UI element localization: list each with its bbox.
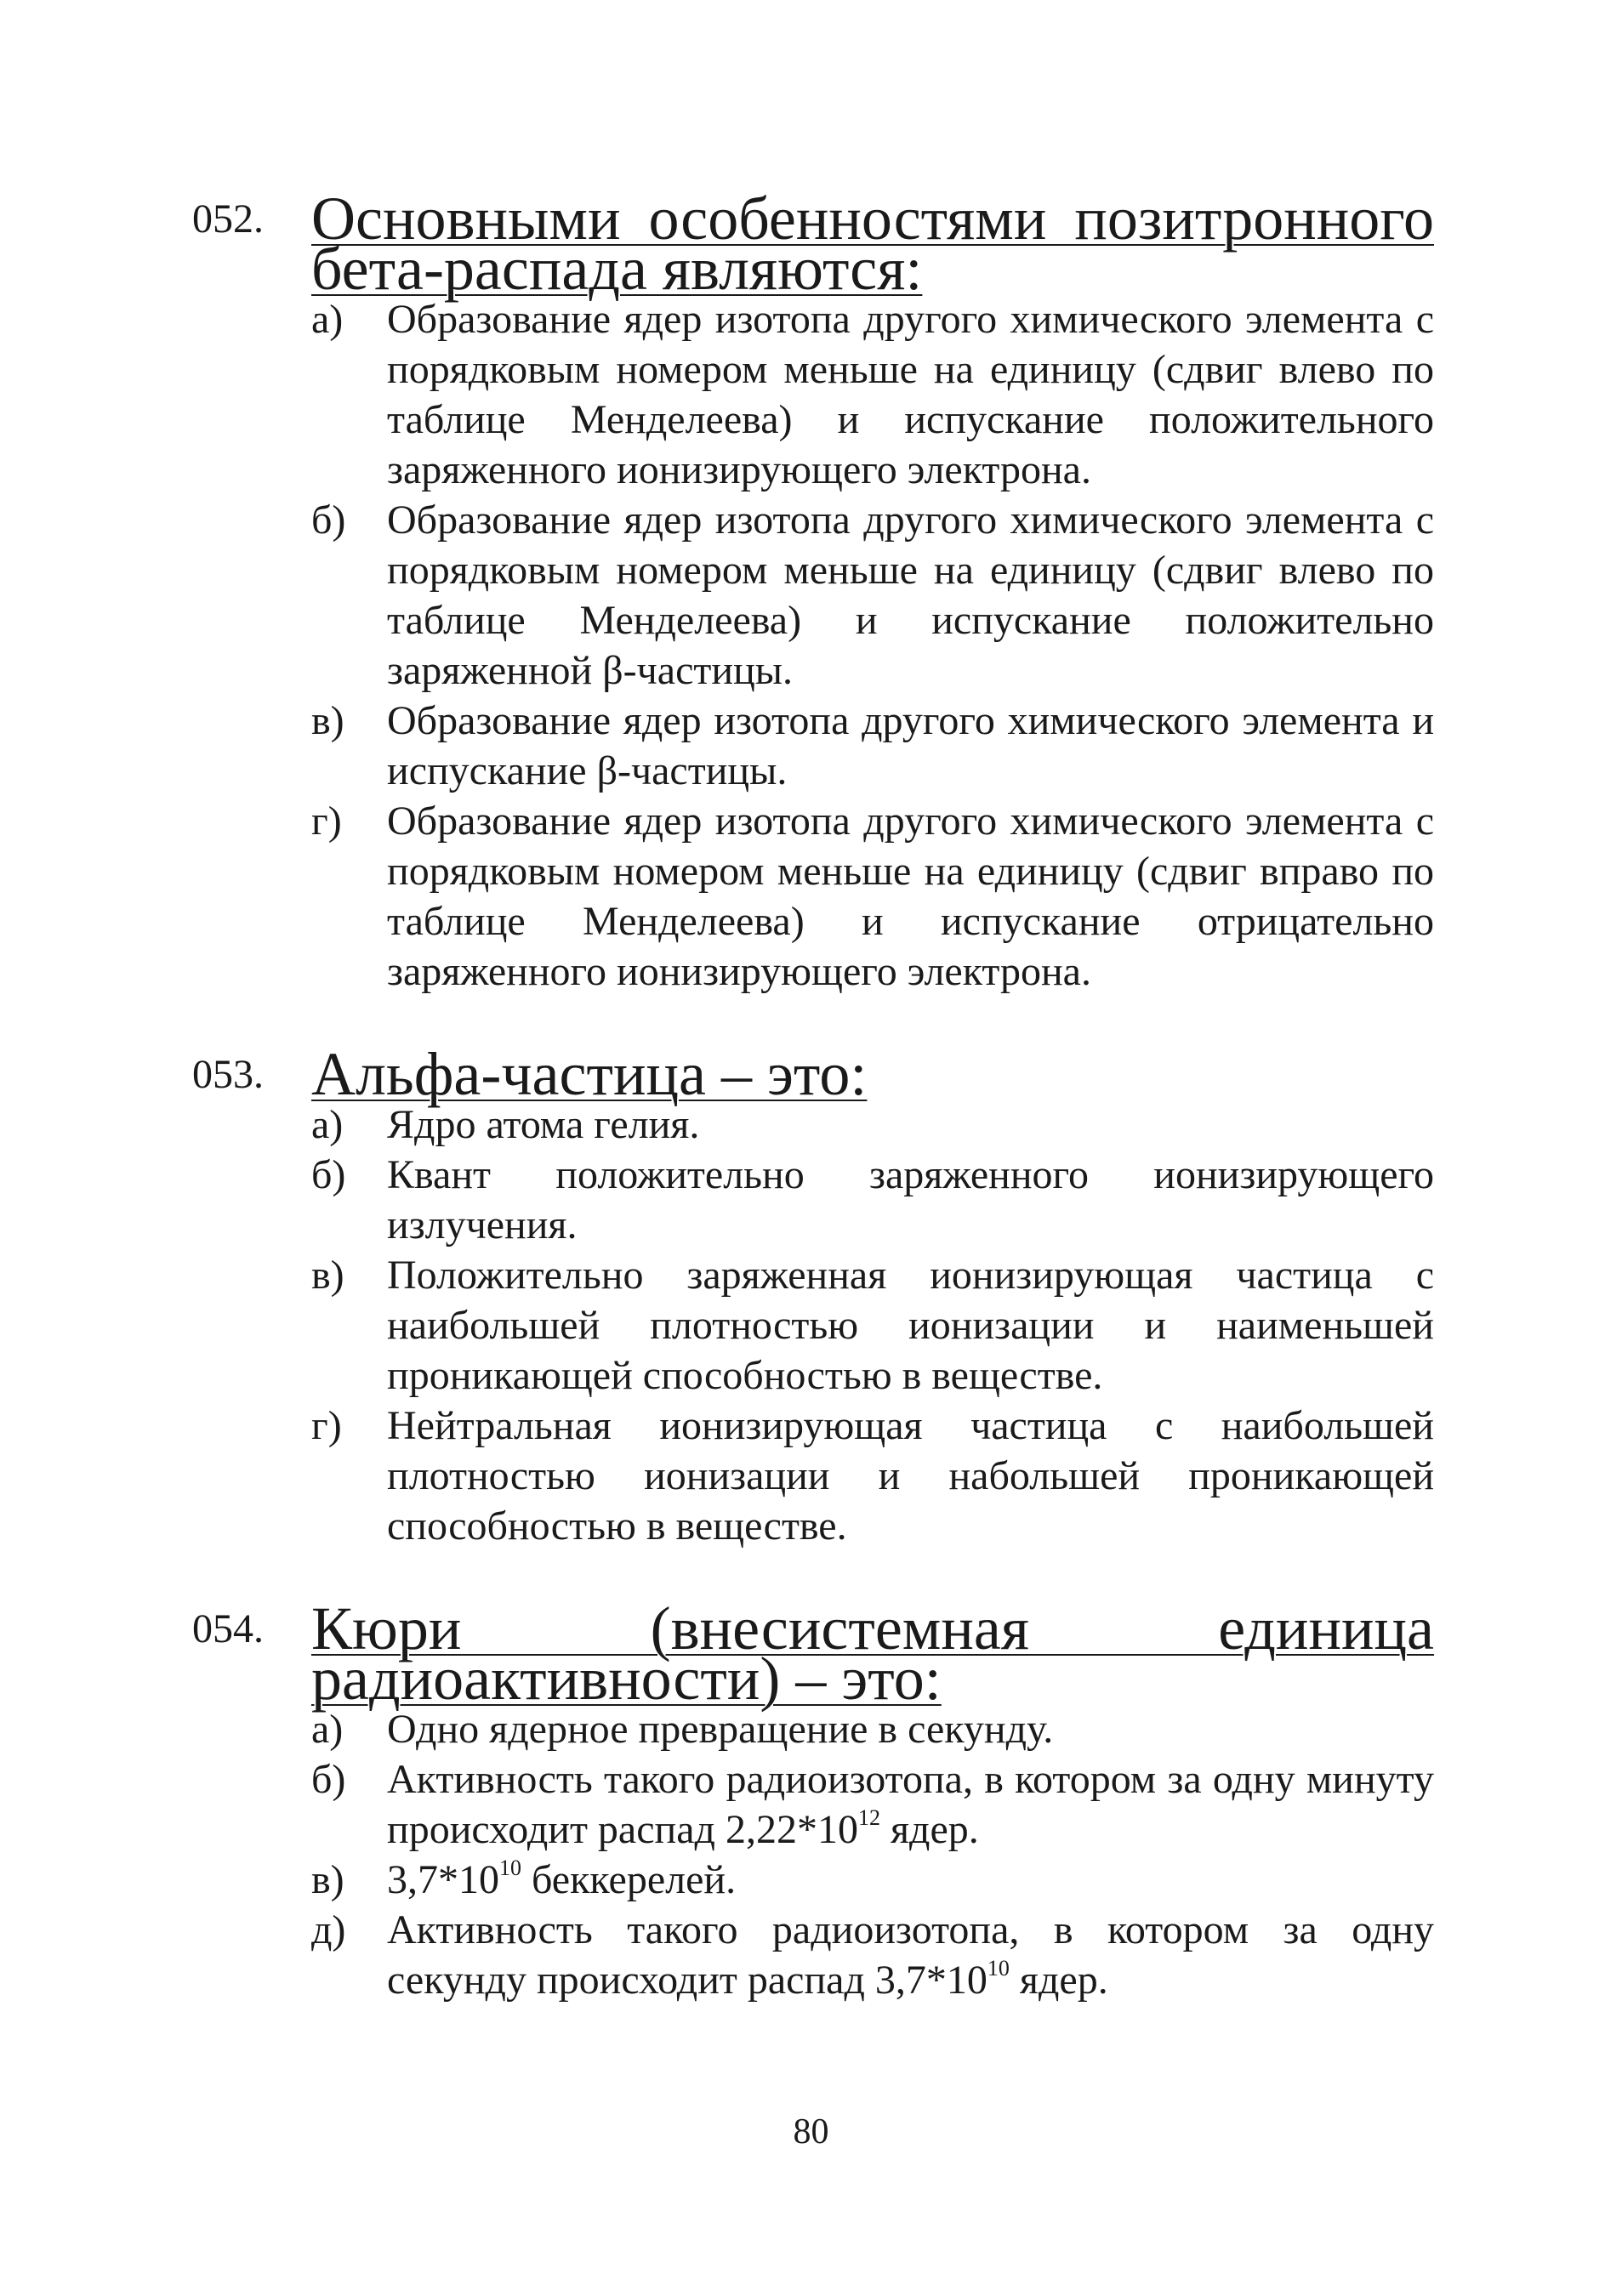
answer-letter: б) xyxy=(311,1757,346,1802)
exponent: 10 xyxy=(499,1856,521,1880)
answer-option xyxy=(192,1250,1434,1401)
answer-letter: б) xyxy=(311,1152,346,1197)
answer-text: Образование ядер изотопа другого химического элемента и испускание β-частицы. xyxy=(387,698,1434,793)
answer-letter: в) xyxy=(311,698,344,743)
exponent: 12 xyxy=(857,1805,880,1830)
answer-letter: в) xyxy=(311,1253,344,1298)
answer-list xyxy=(192,1704,1434,2005)
answer-letter: а) xyxy=(311,1707,344,1752)
question-title: Альфа-частица – это: xyxy=(311,1040,868,1108)
answer-letter: г) xyxy=(311,798,342,844)
question-number: 053. xyxy=(192,1052,264,1097)
answer-option xyxy=(192,1754,1434,1855)
answer-text: Положительно заряженная ионизирующая частица с наибольшей плотностью ионизации и наименьшей проникающей способностью в веществе. xyxy=(387,1253,1434,1398)
answer-list xyxy=(192,294,1434,997)
answer-option xyxy=(192,1100,1434,1150)
question-title: Кюри (внесистемная единица радиоактивности) – это: xyxy=(311,1594,1434,1713)
answer-option xyxy=(192,796,1434,997)
answer-letter: д) xyxy=(311,1907,346,1952)
question-header xyxy=(192,185,1434,303)
answer-text: Образование ядер изотопа другого химического элемента с порядковым номером меньше на единицу (сдвиг влево по таблице Менделеева) и испускание положительного заряженного ионизирующего электрона. xyxy=(387,297,1434,492)
answer-option xyxy=(192,1150,1434,1250)
answer-text: Образование ядер изотопа другого химического элемента с порядковым номером меньше на единицу (сдвиг вправо по таблице Менделеева) и испускание отрицательно заряженного ионизирующего электрона. xyxy=(387,798,1434,994)
question-header xyxy=(192,1594,1434,1713)
answer-text-tail: ядер. xyxy=(1009,1958,1108,2003)
answer-text xyxy=(387,1905,1434,2005)
answer-option xyxy=(192,1905,1434,2005)
answer-option xyxy=(192,495,1434,696)
answer-option xyxy=(192,1855,1434,1905)
question-053 xyxy=(192,1040,1434,1551)
answer-text xyxy=(387,1855,1434,1905)
answer-list xyxy=(192,1100,1434,1551)
answer-text: Нейтральная ионизирующая частица с наибольшей плотностью ионизации и набольшей проникающей способностью в веществе. xyxy=(387,1403,1434,1549)
answer-text-main: Активность такого радиоизотопа, в котором за одну секунду происходит распад 3,7*10 xyxy=(387,1907,1434,2003)
answer-text: Ядро атома гелия. xyxy=(387,1102,700,1147)
question-054 xyxy=(192,1594,1434,2005)
answer-text-main: 3,7*10 xyxy=(387,1857,499,1902)
question-052 xyxy=(192,185,1434,997)
question-number: 052. xyxy=(192,196,264,242)
answer-letter: а) xyxy=(311,297,344,342)
answer-text: Квант положительно заряженного ионизирующего излучения. xyxy=(387,1152,1434,1247)
answer-option xyxy=(192,1704,1434,1754)
page-number: 80 xyxy=(793,2112,829,2151)
question-title: Основными особенностями позитронного бета-распада являются: xyxy=(311,185,1434,303)
exponent: 10 xyxy=(987,1956,1010,1981)
answer-option xyxy=(192,696,1434,796)
answer-text-main: Активность такого радиоизотопа, в котором за одну минуту происходит распад 2,22*10 xyxy=(387,1757,1434,1852)
answer-option xyxy=(192,1401,1434,1551)
answer-text-tail: беккерелей. xyxy=(521,1857,737,1902)
answer-letter: г) xyxy=(311,1403,342,1448)
question-header xyxy=(192,1040,1434,1108)
answer-text xyxy=(387,1754,1434,1855)
answer-text: Образование ядер изотопа другого химического элемента с порядковым номером меньше на единицу (сдвиг влево по таблице Менделеева) и испускание положительно заряженной β-частицы. xyxy=(387,497,1434,693)
answer-letter: а) xyxy=(311,1102,344,1147)
answer-option xyxy=(192,294,1434,495)
answer-text: Одно ядерное превращение в секунду. xyxy=(387,1707,1054,1752)
answer-text-tail: ядер. xyxy=(879,1807,979,1852)
question-number: 054. xyxy=(192,1606,264,1651)
answer-letter: в) xyxy=(311,1857,344,1902)
answer-letter: б) xyxy=(311,497,346,543)
